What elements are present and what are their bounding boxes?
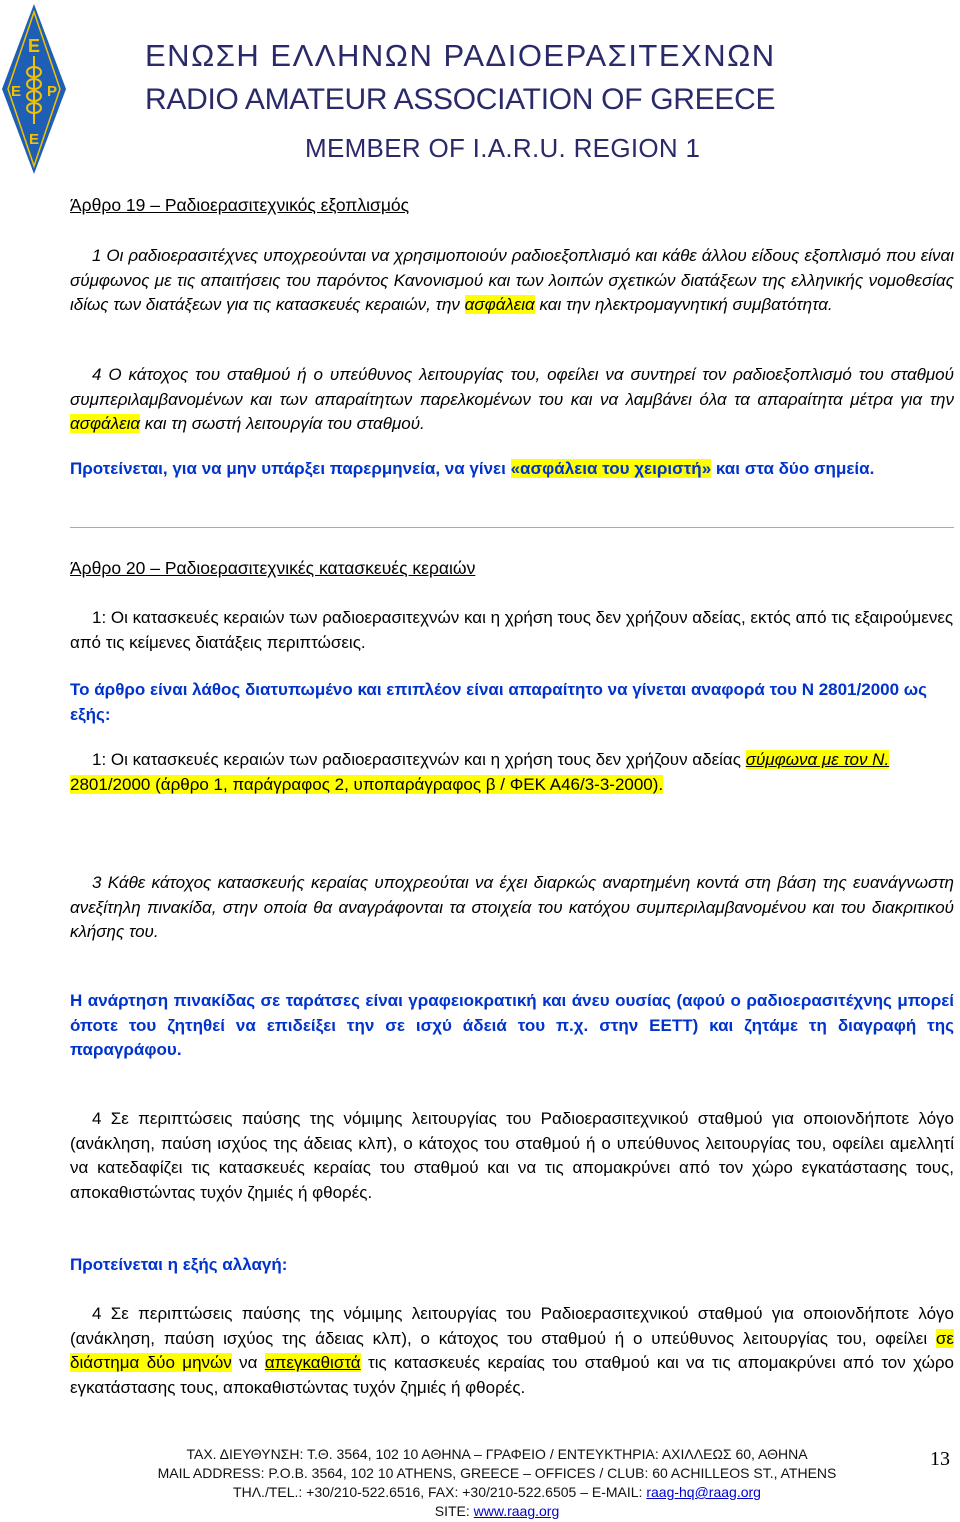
header-member-line: MEMBER OF I.A.R.U. REGION 1 (305, 133, 701, 163)
proposal-text-end: και στα δύο σημεία. (715, 459, 875, 478)
raag-logo (2, 4, 66, 174)
footer (82, 1445, 912, 1521)
article-19-paragraph-4 (70, 363, 954, 437)
paragraph-text-end: και τη σωστή λειτουργία του σταθμού. (144, 414, 425, 433)
article-20-paragraph-1 (70, 606, 954, 655)
article-20-comment-2: Η ανάρτηση πινακίδας σε ταράτσες είναι γραφειοκρατική και άνευ ουσίας (αφού ο ραδιοερασιτέχνης μπορεί όποτε του ζητηθεί να επιδείξει την σε ισχύ άδειά του π.χ. στην ΕΕΤΤ) και ζητάμε τη διαγραφή της παραγράφου. (70, 991, 954, 1059)
highlight-uninstall: απεγκαθιστά (264, 1353, 361, 1372)
paragraph-text: 4 Σε περιπτώσεις παύσης της νόμιμης λειτουργίας του Ραδιοερασιτεχνικού σταθμού για οποιονδήποτε λόγο (ανάκληση, παύση ισχύος της άδειας κλπ), ο κάτοχος του σταθμού ή ο υπεύθυνος λειτουργίας του, οφείλει αμελλητί να κατεδαφίζει τις κατασκευές κεραίας του σταθμού και να τις απομακρύνει από τον χώρο εγκατάστασης τους, αποκαθιστώντας τυχόν ζημιές ή φθορές. (70, 1109, 954, 1202)
footer-phone-fax: ΤΗΛ./TEL.: +30/210-522.6516, FAX: +30/210-522.6505 – E-MAIL: (233, 1484, 643, 1500)
article-20-paragraph-4 (70, 1107, 954, 1205)
article-19-paragraph-1 (70, 244, 954, 318)
highlight-safety: ασφάλεια (464, 295, 535, 314)
header-title-english: RADIO AMATEUR ASSOCIATION OF GREECE (145, 83, 776, 116)
article-20-paragraph-1-revised (70, 748, 954, 797)
paragraph-text-mid: να (239, 1353, 258, 1372)
footer-site-label: SITE: (434, 1503, 470, 1519)
footer-contact (82, 1483, 912, 1502)
paragraph-text: 1 Οι ραδιοερασιτέχνες υποχρεούνται να χρησιμοποιούν ραδιοεξοπλισμό και κάθε άλλου είδους εξοπλισμό που είναι σύμφωνος με τις απαιτήσεις του παρόντος Κανονισμού και των λοιπών σχετικών διατάξεων της ελληνικής νομοθεσίας ιδίως των διατάξεων για τις κατασκευές κεραιών, την (70, 246, 954, 314)
paragraph-text: 3 Κάθε κάτοχος κατασκευής κεραίας υποχρεούται να έχει διαρκώς αναρτημένη κοντά στη βάση της ευανάγνωστη ανεξίτηλη πινακίδα, στην οποία θα αναγράφονται τα στοιχεία του κατόχου συμπεριλαμβανομένου και του διακριτικού κλήσης του. (70, 873, 954, 941)
article-20-comment-1: Το άρθρο είναι λάθος διατυπωμένο και επιπλέον είναι απαραίτητο να γίνεται αναφορά του Ν 2801/2000 ως εξής: (70, 680, 927, 724)
paragraph-text: 4 Ο κάτοχος του σταθμού ή ο υπεύθυνος λειτουργίας του, οφείλει να συντηρεί τον ραδιοεξοπλισμό του σταθμού συμπεριλαμβανομένων και των απαραίτητων παρελκομένων του και να λαμβάνει όλα τα απαραίτητα μέτρα για την (70, 365, 954, 409)
highlight-operator-safety: «ασφάλεια του χειριστή» (510, 459, 712, 478)
logo-letter-bottom: Ε (28, 131, 40, 148)
logo-letter-left: Ε (10, 83, 22, 100)
footer-greek-address: ΤΑΧ. ΔΙΕΥΘΥΝΣΗ: Τ.Θ. 3564, 102 10 ΑΘΗΝΑ – ΓΡΑΦΕΙΟ / ΕΝΤΕΥΚΤΗΡΙΑ: ΑΧΙΛΛΕΩΣ 60, ΑΘΗΝΑ (186, 1446, 808, 1462)
paragraph-text: 1: Οι κατασκευές κεραιών των ραδιοερασιτεχνών και η χρήση τους δεν χρήζουν αδείας (92, 750, 741, 769)
highlight-according-to-law: σύμφωνα με τον Ν. (745, 750, 890, 769)
divider (70, 527, 954, 528)
article-19-title: Άρθρο 19 – Ραδιοερασιτεχνικός εξοπλισμός (70, 195, 410, 215)
article-20-comment-3: Προτείνεται η εξής αλλαγή: (70, 1255, 288, 1274)
page-number: 13 (930, 1448, 950, 1470)
paragraph-text-end: τις κατασκευές κεραίας του σταθμού και να τις απομακρύνει από τον χώρο εγκατάστασης τους, αποκαθιστώντας τυχόν ζημιές ή φθορές. (70, 1353, 954, 1397)
paragraph-text-end: και την ηλεκτρομαγνητική συμβατότητα. (539, 295, 833, 314)
footer-english-address: MAIL ADDRESS: P.O.B. 3564, 102 10 ATHENS, GREECE – OFFICES / CLUB: 60 ACHILLEOS ST., ATHENS (157, 1465, 837, 1481)
article-20-paragraph-4-revised (70, 1302, 954, 1400)
header-title-greek: ΕΝΩΣΗ ΕΛΛΗΝΩΝ ΡΑΔΙΟΕΡΑΣΙΤΕΧΝΩΝ (145, 38, 776, 73)
logo-letter-top: Ε (27, 36, 41, 56)
proposal-text: Προτείνεται, για να μην υπάρξει παρερμηνεία, να γίνει (70, 459, 506, 478)
highlight-safety: ασφάλεια (70, 414, 141, 433)
footer-email-link[interactable]: raag-hq@raag.org (646, 1484, 761, 1500)
highlight-two-months: σε διάστημα δύο μηνών (70, 1328, 954, 1372)
footer-site (82, 1502, 912, 1521)
article-20-paragraph-3 (70, 871, 954, 945)
paragraph-text: 4 Σε περιπτώσεις παύσης της νόμιμης λειτουργίας του Ραδιοερασιτεχνικού σταθμού για οποιονδήποτε λόγο (ανάκληση, παύση ισχύος της άδειας κλπ), ο κάτοχος του σταθμού ή ο υπεύθυνος λειτουργίας του, οφείλει (70, 1304, 954, 1348)
logo-letter-right: Ρ (46, 83, 58, 100)
highlight-law-reference: 2801/2000 (άρθρο 1, παράγραφος 2, υποπαράγραφος β / ΦΕΚ Α46/3-3-2000). (70, 774, 664, 794)
paragraph-text: 1: Οι κατασκευές κεραιών των ραδιοερασιτεχνών και η χρήση τους δεν χρήζουν αδείας, εκτός από τις εξαιρούμενες από τις κείμενες διατάξεις περιπτώσεις. (70, 608, 954, 652)
article-19-proposal (70, 457, 954, 482)
footer-site-link[interactable]: www.raag.org (473, 1503, 560, 1519)
article-20-title: Άρθρο 20 – Ραδιοερασιτεχνικές κατασκευές κεραιών (70, 558, 476, 578)
